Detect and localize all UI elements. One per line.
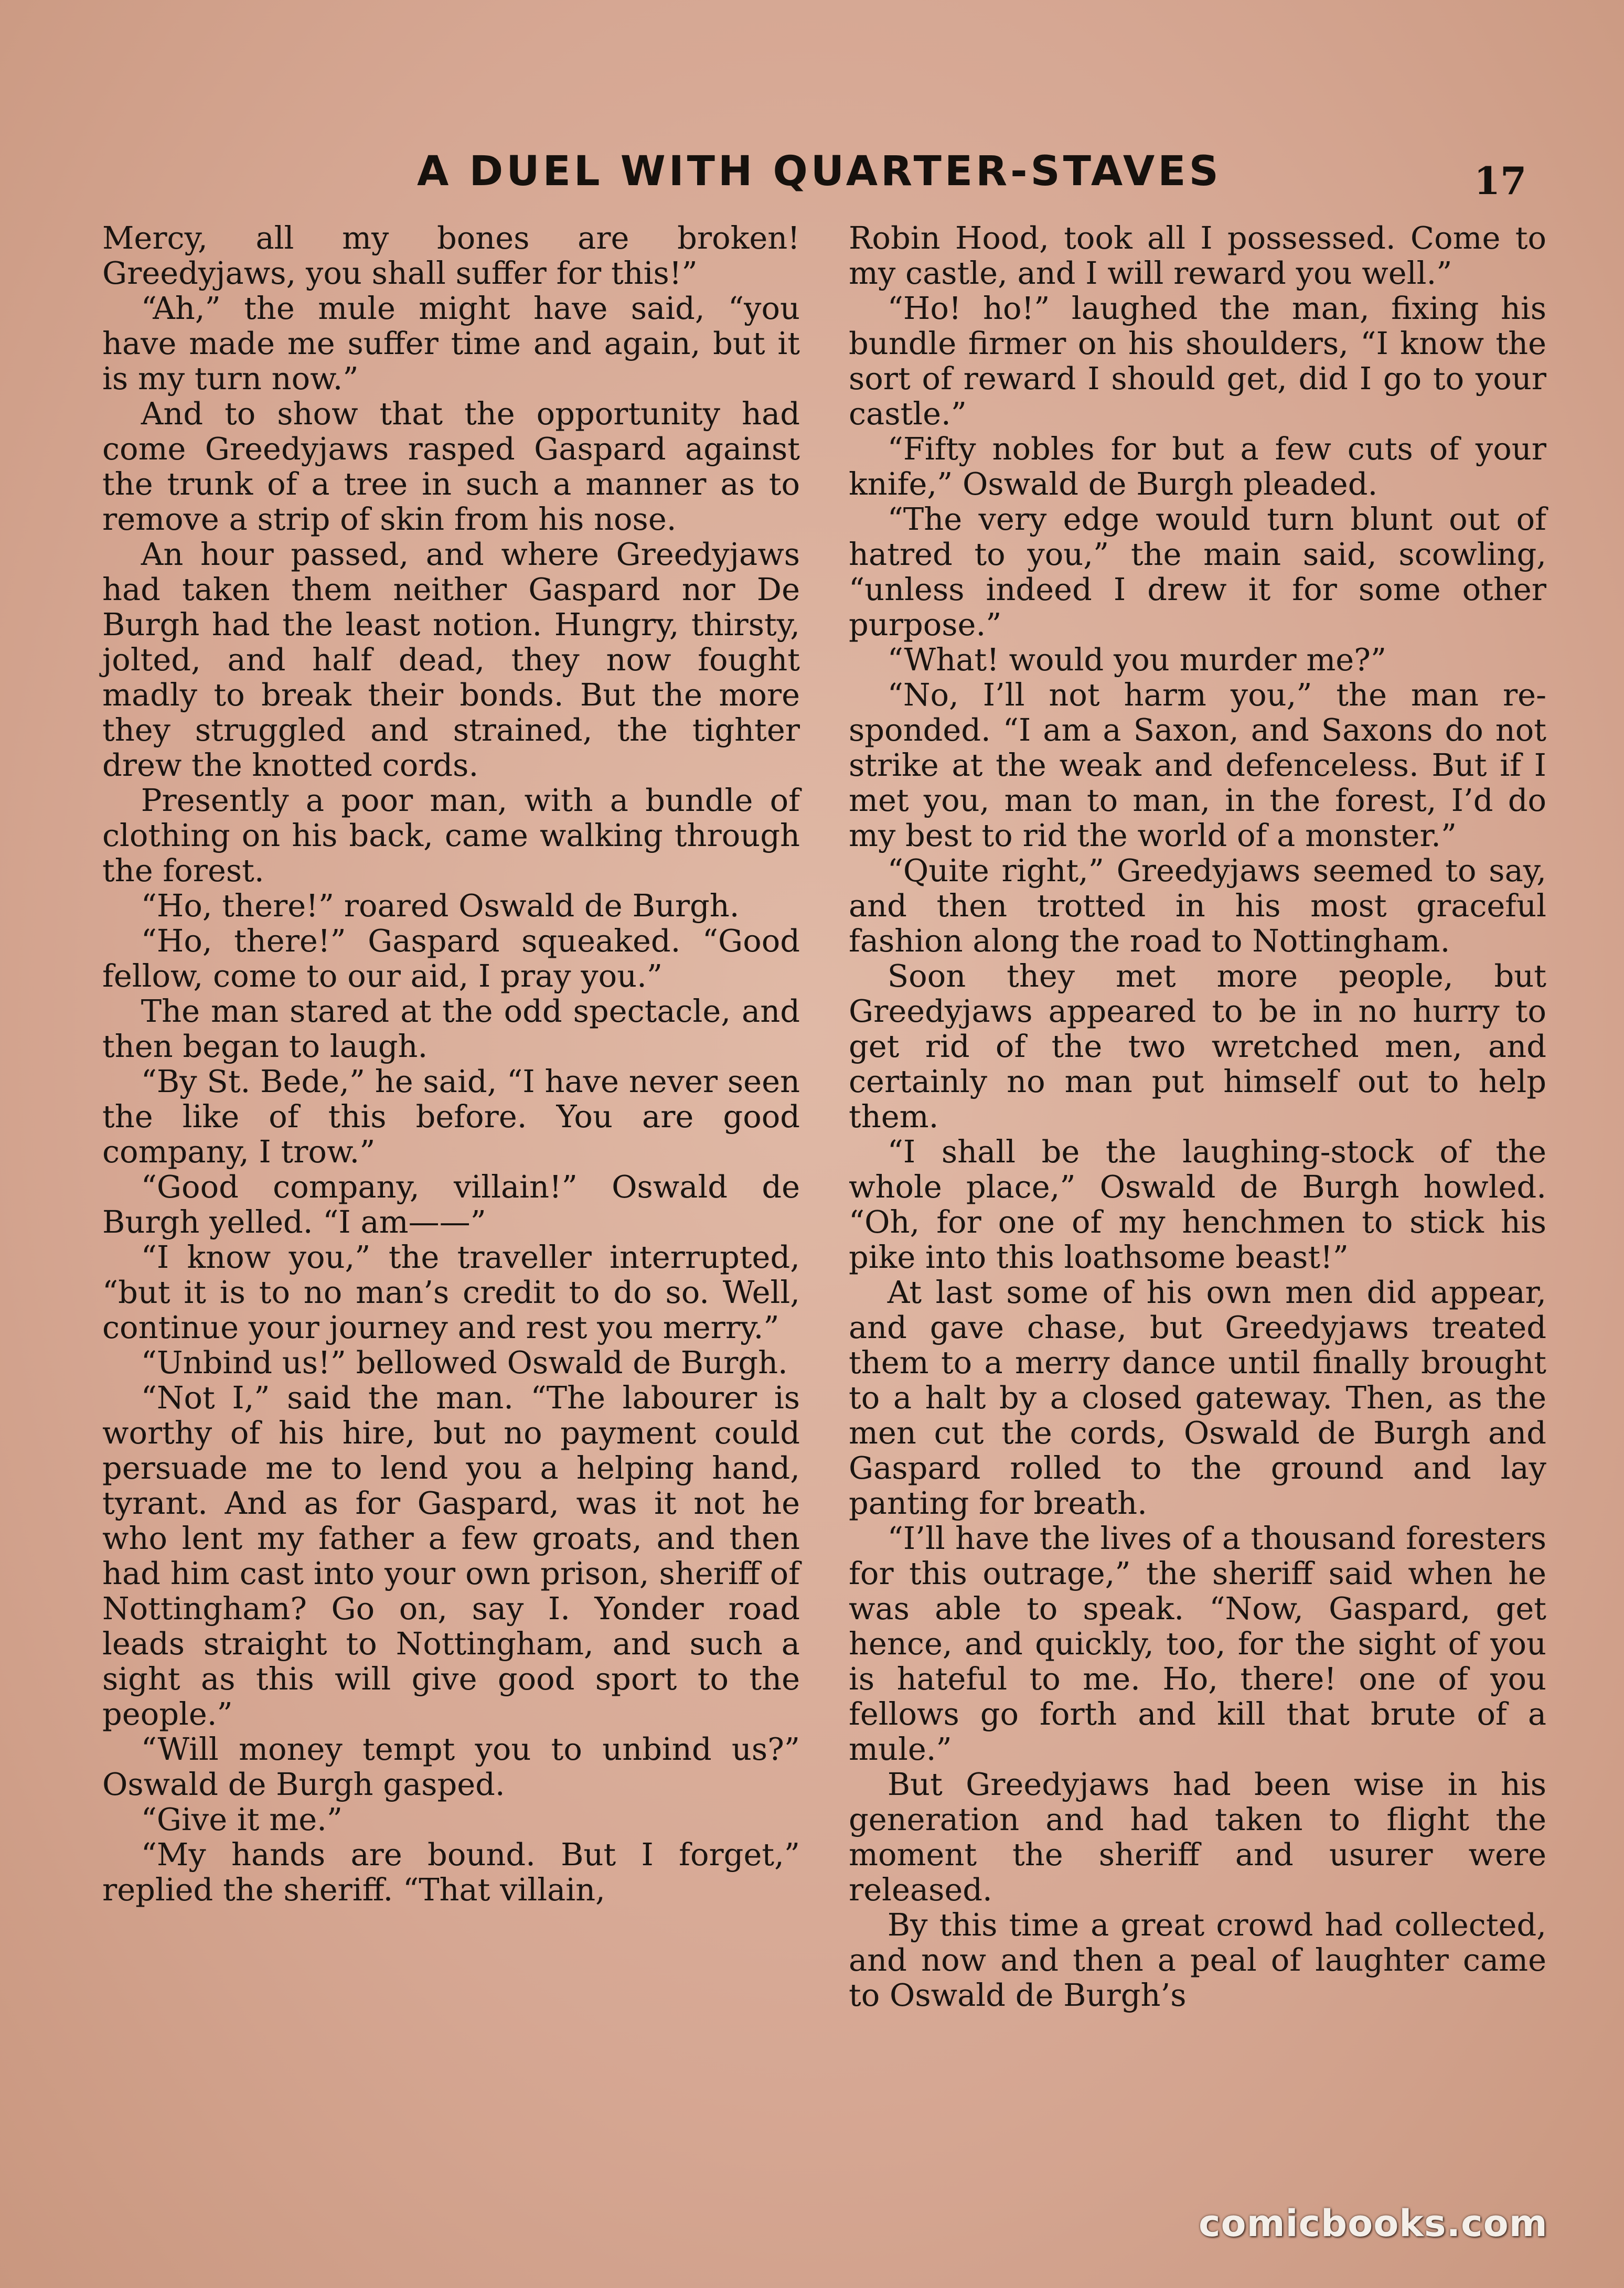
- paragraph: But Greedyjaws had been wise in his generation and had taken to flight the moment the sheriff and usurer were released.: [849, 1766, 1546, 1908]
- right-column: [849, 220, 1546, 2013]
- paragraph: “Fifty nobles for but a few cuts of your knife,” Oswald de Burgh pleaded.: [849, 431, 1546, 502]
- paragraph: “Ho, there!” roared Oswald de Burgh.: [141, 888, 740, 924]
- paragraph: “Ah,” the mule might have said, “you have made me suffer time and again, but it is my turn now.”: [102, 290, 800, 397]
- paragraph: “Unbind us!” bellowed Oswald de Burgh.: [141, 1344, 788, 1381]
- paragraph: Robin Hood, took all I possessed. Come to my castle, and I will reward you well.”: [849, 220, 1546, 291]
- paragraph: “Will money tempt you to unbind us?” Oswald de Burgh gasped.: [102, 1731, 800, 1802]
- paragraph: “The very edge would turn blunt out of hatred to you,” the main said, scowling, “unless indeed I drew it for some other purpose.”: [849, 501, 1546, 643]
- paragraph: “I’ll have the lives of a thousand foresters for this outrage,” the sheriff said when he was able to speak. “Now, Gaspard, get hence, and quickly, too, for the sight of you is hateful to me. Ho, there! one of you fellows go forth and kill that brute of a mule.”: [849, 1520, 1546, 1767]
- paragraph: “Good company, villain!” Oswald de Burgh yelled. “I am——”: [102, 1169, 800, 1240]
- paragraph: The man stared at the odd spectacle, and then began to laugh.: [102, 993, 800, 1064]
- paragraph: “No, I’ll not harm you,” the man responded. “I am a Saxon, and Saxons do not strike at the weak and defenceless. But if I met you, man to man, in the forest, I’d do my best to rid the world of a monster.”: [849, 677, 1546, 853]
- paragraph: Mercy, all my bones are broken! Greedyjaws, you shall suffer for this!”: [102, 220, 800, 291]
- paragraph: “Not I,” said the man. “The labourer is worthy of his hire, but no payment could persuade me to lend you a helping hand, tyrant. And as for Gaspard, was it not he who lent my father a few groats, and then had him cast into your own prison, sheriff of Nottingham? Go on, say I. Yonder road leads straight to Nottingham, and such a sight as this will give good sport to the people.”: [102, 1380, 800, 1732]
- paragraph: At last some of his own men did appear, and gave chase, but Greedyjaws treated them to a merry dance until finally brought to a halt by a closed gateway. Then, as the men cut the cords, Oswald de Burgh and Gaspard rolled to the ground and lay panting for breath.: [849, 1274, 1546, 1521]
- left-column: [102, 220, 800, 1907]
- paragraph: “By St. Bede,” he said, “I have never seen the like of this before. You are good company, I trow.”: [102, 1063, 800, 1170]
- paragraph: “I know you,” the traveller interrupted, “but it is to no man’s credit to do so. Well, continue your journey and rest you merry.”: [102, 1239, 800, 1345]
- running-title: A DUEL WITH QUARTER-STAVES: [417, 148, 1222, 195]
- paragraph: “Quite right,” Greedyjaws seemed to say, and then trotted in his most graceful fashion along the road to Nottingham.: [849, 852, 1546, 959]
- paragraph: Presently a poor man, with a bundle of clothing on his back, came walking through the forest.: [102, 782, 800, 889]
- page-header: [0, 0, 1624, 210]
- paragraph: “My hands are bound. But I forget,” replied the sheriff. “That villain,: [102, 1836, 800, 1908]
- paragraph: “Ho! ho!” laughed the man, fixing his bundle firmer on his shoulders, “I know the sort of reward I should get, did I go to your castle.”: [849, 290, 1546, 432]
- paragraph: An hour passed, and where Greedyjaws had taken them neither Gaspard nor De Burgh had the least notion. Hungry, thirsty, jolted, and half dead, they now fought madly to break their bonds. But the more they struggled and strained, the tighter drew the knotted cords.: [102, 536, 800, 783]
- page-number: 17: [1474, 158, 1527, 203]
- paragraph: “Give it me.”: [141, 1801, 343, 1837]
- paragraph: By this time a great crowd had collected, and now and then a peal of laughter came to Oswald de Burgh’s: [849, 1907, 1546, 2013]
- paragraph: “I shall be the laughing-stock of the whole place,” Oswald de Burgh howled. “Oh, for one of my henchmen to stick his pike into this loathsome beast!”: [849, 1134, 1546, 1275]
- watermark: comicbooks.com: [1199, 2202, 1548, 2245]
- paragraph: And to show that the opportunity had come Greedyjaws rasped Gaspard against the trunk of a tree in such a manner as to remove a strip of skin from his nose.: [102, 395, 800, 537]
- paragraph: Soon they met more people, but Greedyjaws appeared to be in no hurry to get rid of the two wretched men, and certainly no man put himself out to help them.: [849, 958, 1546, 1135]
- paragraph: “What! would you murder me?”: [887, 642, 1387, 678]
- paragraph: “Ho, there!” Gaspard squeaked. “Good fellow, come to our aid, I pray you.”: [102, 923, 800, 994]
